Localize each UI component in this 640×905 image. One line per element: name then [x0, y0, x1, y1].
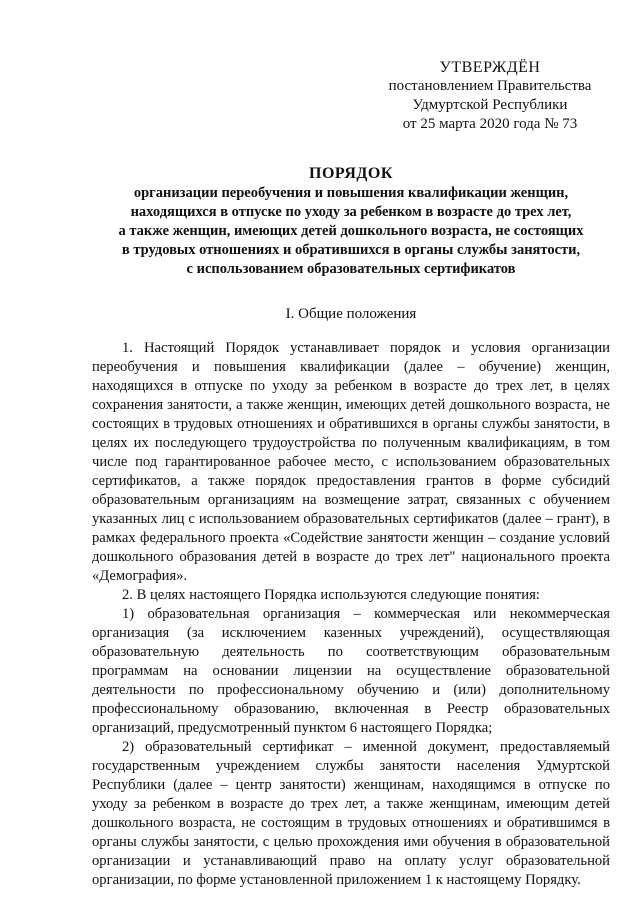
- paragraph: 2. В целях настоящего Порядка используются следующие понятия:: [122, 587, 540, 603]
- section-heading: I. Общие положения: [285, 306, 417, 322]
- approval-stamp: [370, 58, 610, 134]
- paragraph: 2) образовательный сертификат – именной документ, предоставляемый государственным учреждением службы занятости населения Удмуртской Республики (далее – центр занятости) женщинам, находящимся в отпуске по уходу за ребенком в возрасте до трех лет, а также женщинам, имеющим детей дошкольного возраста, не состоящим в трудовых отношениях и обратившимся в органы службы занятости, с целью прохождения ими обучения в образовательной организации и устанавливающий право на оплату услуг образовательной организации, по форме установленной приложением 1 к настоящему Порядку.: [92, 739, 610, 888]
- title-line: организации переобучения и повышения квалификации женщин,: [133, 185, 569, 201]
- title-line: находящихся в отпуске по уходу за ребенком в возрасте до трех лет,: [130, 204, 572, 220]
- title-line: а также женщин, имеющих детей дошкольного возраста, не состоящих: [118, 223, 584, 239]
- document-title: [92, 164, 610, 279]
- paragraph: 1. Настоящий Порядок устанавливает порядок и условия организации переобучения и повышения квалификации (далее – обучение) женщин, находящихся в отпуске по уходу за ребенком в возрасте до трех лет, в целях сохранения занятости, а также женщин, имеющих детей дошкольного возраста, не состоящих в трудовых отношениях и обратившихся в органы службы занятости, в целях их последующего трудоустройства по полученным квалификациям, в том числе под гарантированное рабочее место, с использованием образовательных сертификатов, а также порядок предоставления грантов в форме субсидий образовательным организациям на возмещение затрат, связанных с обучением указанных лиц с использованием образовательных сертификатов (далее – грант), в рамках федерального проекта «Содействие занятости женщин – создание условий дошкольного образования детей в возрасте до трех лет" национального проекта «Демография».: [92, 340, 610, 584]
- approval-date: от 25 марта 2020 года № 73: [402, 116, 578, 132]
- title-line: в трудовых отношениях и обратившихся в органы службы занятости,: [121, 242, 581, 258]
- document-body: [92, 339, 610, 890]
- title-heading: ПОРЯДОК: [309, 165, 393, 182]
- title-line: с использованием образовательных сертификатов: [186, 261, 516, 277]
- approval-region: Удмуртской Республики: [412, 97, 568, 113]
- paragraph: 1) образовательная организация – коммерческая или некоммерческая организация (за исключением казенных учреждений), осуществляющая образовательную деятельность по соответствующим образовательным программам на основании лицензии на осуществление образовательной деятельности по профессиональному обучению и (или) дополнительному профессиональному образованию, включенная в Реестр образовательных организаций, предусмотренный пунктом 6 настоящего Порядка;: [92, 606, 610, 736]
- approval-issuer: постановлением Правительства: [388, 78, 592, 94]
- approval-heading: УТВЕРЖДЁН: [439, 59, 541, 76]
